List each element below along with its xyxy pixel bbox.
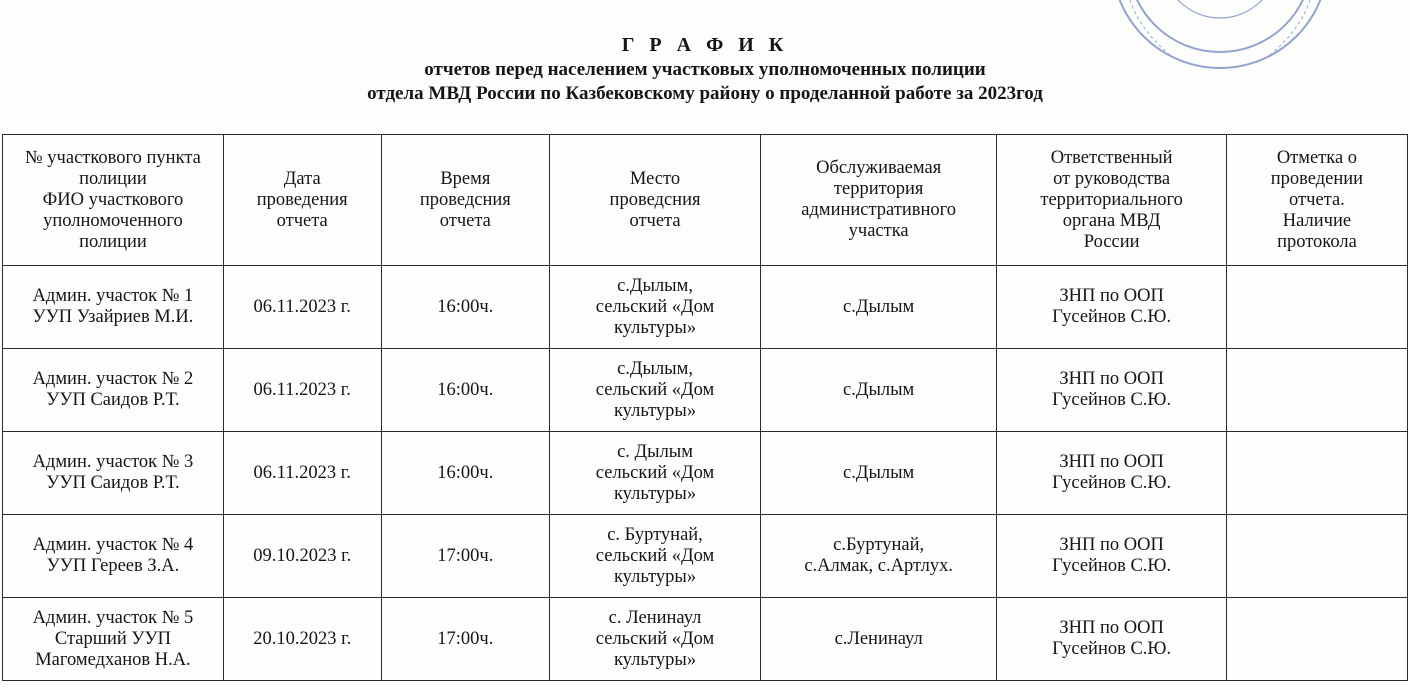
cell-line: УУП Саидов Р.Т.	[46, 473, 180, 493]
cell-line: с.Алмак, с.Артлух.	[804, 556, 953, 576]
cell-line: сельский «Дом	[595, 462, 715, 483]
cell-unit	[3, 432, 224, 515]
cell-mark	[1226, 598, 1407, 681]
cell-line: Время	[440, 168, 491, 189]
cell-line: Админ. участок № 2	[32, 369, 194, 389]
cell-line: 09.10.2023 г.	[253, 545, 352, 566]
cell-line: административного	[801, 200, 957, 220]
document-title: Г Р А Ф И К	[621, 34, 789, 56]
cell-line: с. Буртунай,	[607, 524, 703, 545]
cell-place	[550, 349, 761, 432]
cell-line: с.Дылым	[843, 462, 915, 483]
cell-line: культуры»	[613, 317, 697, 338]
table-row	[3, 515, 1408, 598]
cell-responsible	[997, 598, 1226, 681]
cell-line: 17:00ч.	[437, 545, 494, 566]
cell-date	[223, 432, 381, 515]
cell-line: культуры»	[613, 483, 697, 504]
cell-line: Гусейнов С.Ю.	[1052, 556, 1172, 576]
cell-time	[381, 266, 550, 349]
cell-line: ФИО участкового	[42, 189, 184, 210]
cell-line: ЗНП по ООП	[1059, 618, 1164, 638]
cell-line: Гусейнов С.Ю.	[1052, 639, 1172, 659]
cell-line: Админ. участок № 1	[32, 286, 194, 306]
cell-line: сельский «Дом	[595, 545, 715, 566]
cell-line: протокола	[1277, 231, 1357, 252]
cell-line: проведении	[1270, 168, 1364, 189]
cell-line: УУП Узайриев М.И.	[32, 307, 194, 327]
cell-line: Место	[629, 168, 681, 189]
cell-line: ЗНП по ООП	[1059, 535, 1164, 555]
cell-mark	[1226, 266, 1407, 349]
cell-line: с.Дылым,	[617, 275, 693, 296]
cell-place	[550, 432, 761, 515]
cell-line: Старший УУП	[54, 628, 171, 649]
col-header-place	[550, 135, 761, 266]
cell-line: 16:00ч.	[437, 462, 494, 483]
cell-line: отчета.	[1289, 189, 1345, 210]
cell-time	[381, 432, 550, 515]
cell-unit	[3, 515, 224, 598]
cell-line: Дата	[283, 168, 321, 189]
cell-line: полиции	[79, 231, 147, 252]
cell-line: Админ. участок № 4	[32, 535, 194, 555]
cell-line: участка	[848, 221, 909, 241]
table-row	[3, 432, 1408, 515]
cell-line: с.Дылым	[843, 379, 915, 400]
cell-place	[550, 598, 761, 681]
cell-line: полиции	[79, 168, 147, 189]
table-row	[3, 598, 1408, 681]
cell-line: уполномоченного	[43, 210, 183, 231]
col-header-mark	[1226, 135, 1407, 266]
cell-line: 16:00ч.	[437, 379, 494, 400]
cell-territory	[760, 515, 997, 598]
cell-line: УУП Гереев З.А.	[46, 556, 180, 576]
cell-line: с.Дылым,	[617, 358, 693, 379]
cell-line: № участкового пункта	[25, 147, 201, 168]
cell-line: России	[1083, 231, 1140, 252]
cell-mark	[1226, 432, 1407, 515]
cell-line: отчета	[276, 210, 328, 231]
cell-mark	[1226, 515, 1407, 598]
cell-mark	[1226, 349, 1407, 432]
cell-place	[550, 515, 761, 598]
cell-line: Отметка о	[1276, 147, 1358, 168]
cell-responsible	[997, 432, 1226, 515]
cell-responsible	[997, 266, 1226, 349]
document-subtitle-1: отчетов перед населением участковых уполномоченных полиции	[424, 59, 986, 80]
cell-date	[223, 349, 381, 432]
cell-time	[381, 598, 550, 681]
cell-line: 17:00ч.	[437, 628, 494, 649]
cell-line: Админ. участок № 5	[32, 607, 194, 628]
cell-line: отчета	[439, 210, 491, 231]
cell-line: культуры»	[613, 400, 697, 421]
cell-line: территория	[833, 179, 924, 199]
cell-time	[381, 515, 550, 598]
cell-date	[223, 515, 381, 598]
cell-line: отчета	[629, 210, 681, 231]
cell-date	[223, 266, 381, 349]
col-header-unit	[3, 135, 224, 266]
cell-line: Обслуживаемая	[816, 158, 942, 178]
cell-line: ЗНП по ООП	[1059, 452, 1164, 472]
document-subtitle-2: отдела МВД России по Казбековскому району о проделанной работе за 2023год	[367, 83, 1043, 104]
cell-line: органа МВД	[1062, 210, 1161, 231]
table-row	[3, 266, 1408, 349]
cell-line: Админ. участок № 3	[32, 452, 194, 472]
cell-line: Гусейнов С.Ю.	[1052, 307, 1172, 327]
col-header-time	[381, 135, 550, 266]
cell-line: 06.11.2023 г.	[253, 379, 351, 400]
cell-territory	[760, 432, 997, 515]
cell-line: культуры»	[613, 566, 697, 587]
cell-line: территориального	[1040, 189, 1183, 210]
col-header-territory	[760, 135, 997, 266]
table-body	[3, 266, 1408, 681]
cell-line: с.Дылым	[843, 296, 915, 317]
cell-line: Ответственный	[1050, 147, 1173, 168]
cell-line: с. Дылым	[617, 441, 693, 462]
cell-territory	[760, 598, 997, 681]
cell-responsible	[997, 515, 1226, 598]
cell-line: сельский «Дом	[595, 628, 715, 649]
cell-territory	[760, 266, 997, 349]
cell-line: с.Буртунай,	[833, 535, 925, 555]
cell-line: сельский «Дом	[595, 379, 715, 400]
col-header-date	[223, 135, 381, 266]
cell-place	[550, 266, 761, 349]
cell-line: 20.10.2023 г.	[253, 628, 352, 649]
cell-line: ЗНП по ООП	[1059, 286, 1164, 306]
cell-line: проведсния	[419, 189, 511, 210]
cell-line: 16:00ч.	[437, 296, 494, 317]
table-row	[3, 349, 1408, 432]
cell-line: проведсния	[609, 189, 701, 210]
cell-line: Магомедханов Н.А.	[35, 649, 191, 670]
cell-line: Наличие	[1282, 210, 1352, 231]
cell-line: сельский «Дом	[595, 296, 715, 317]
cell-line: 06.11.2023 г.	[253, 296, 351, 317]
cell-territory	[760, 349, 997, 432]
cell-unit	[3, 266, 224, 349]
cell-line: культуры»	[613, 649, 697, 670]
cell-line: от руководства	[1053, 168, 1171, 189]
cell-line: Гусейнов С.Ю.	[1052, 390, 1172, 410]
table-header-row	[3, 135, 1408, 266]
col-header-responsible	[997, 135, 1226, 266]
cell-line: проведения	[256, 189, 348, 210]
cell-line: ЗНП по ООП	[1059, 369, 1164, 389]
cell-date	[223, 598, 381, 681]
cell-line: с. Ленинаул	[608, 607, 702, 628]
cell-responsible	[997, 349, 1226, 432]
cell-line: Гусейнов С.Ю.	[1052, 473, 1172, 493]
cell-line: с.Ленинаул	[834, 628, 923, 649]
cell-unit	[3, 598, 224, 681]
cell-time	[381, 349, 550, 432]
cell-line: 06.11.2023 г.	[253, 462, 351, 483]
cell-line: УУП Саидов Р.Т.	[46, 390, 180, 410]
cell-unit	[3, 349, 224, 432]
schedule-table	[2, 134, 1408, 681]
document-header	[0, 34, 1410, 106]
